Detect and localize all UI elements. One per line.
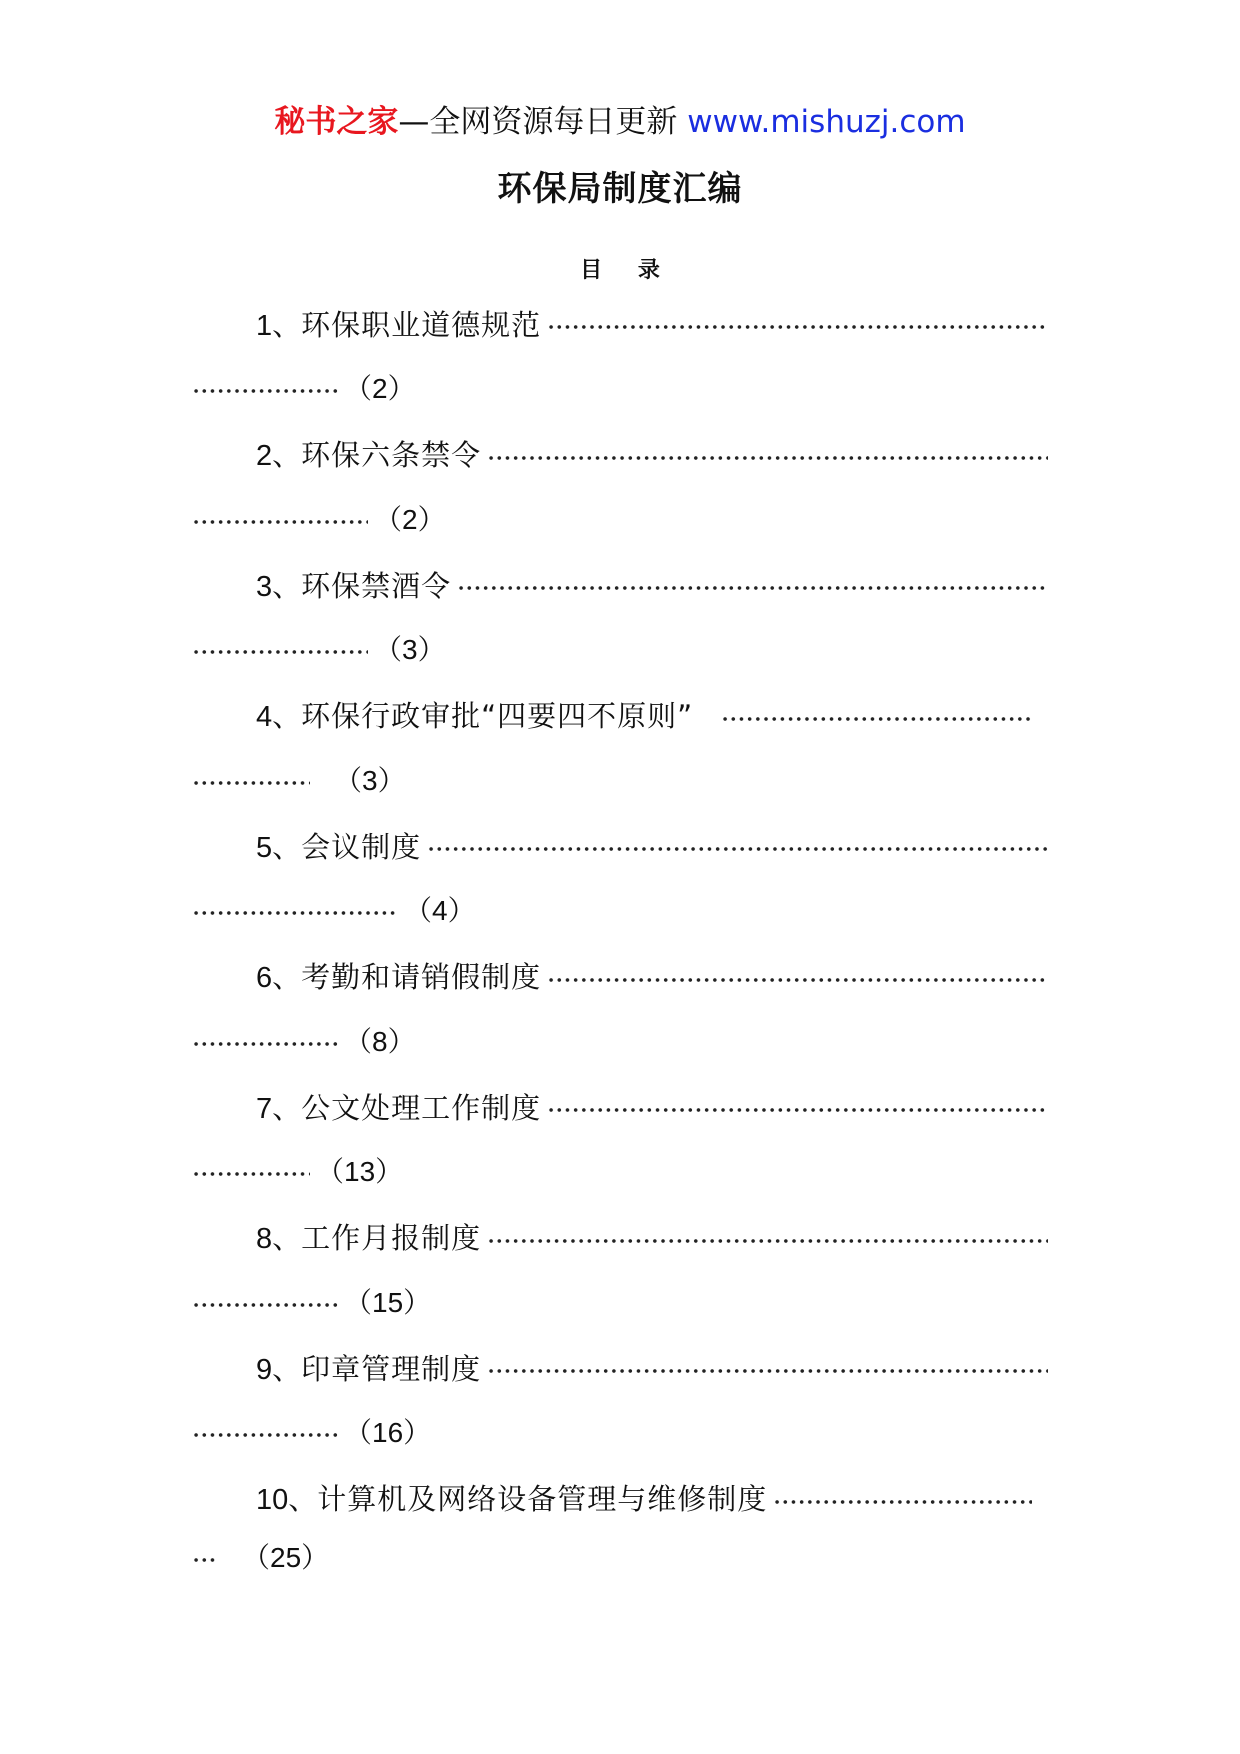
toc-entry-title-line: [256, 1342, 1048, 1392]
dot-leader: [457, 586, 1048, 590]
toc-entry-page: （3）: [374, 634, 446, 665]
toc-entry-page-line: [192, 1276, 431, 1326]
dot-leader: [547, 1108, 1048, 1112]
toc-entry-title-line: [256, 298, 1048, 348]
toc-entry-number: 4、: [256, 701, 302, 733]
toc-entry[interactable]: [192, 1212, 1048, 1343]
toc-entry[interactable]: [192, 1473, 1048, 1604]
toc-entry-page: （3）: [334, 764, 406, 796]
toc-entry-label: 环保禁酒令: [301, 568, 452, 603]
toc-entry-page-line: [192, 362, 416, 412]
toc-entry-label: 环保职业道德规范: [301, 307, 542, 342]
toc-entry-number: 6、: [256, 962, 302, 994]
dot-leader: [192, 1303, 338, 1307]
toc-entry-label: 印章管理制度: [301, 1351, 482, 1386]
dot-leader: [547, 325, 1048, 329]
toc-entry-title-line: [256, 559, 1048, 609]
toc-entry-number: 8、: [256, 1223, 302, 1255]
toc-entry-page: （2）: [344, 373, 416, 404]
toc-entry-number: 7、: [256, 1092, 302, 1125]
toc-entry[interactable]: [192, 951, 1048, 1082]
toc-entry-title-line: [256, 1473, 1032, 1523]
toc-entry-label: 计算机及网络设备管理与维修制度: [317, 1482, 768, 1516]
toc-entry[interactable]: [192, 690, 1048, 821]
header-slogan: —全网资源每日更新: [398, 104, 688, 140]
toc-entry-page: （4）: [404, 895, 476, 926]
toc-entry-page: （13）: [316, 1156, 404, 1187]
toc-entry-title-line: [256, 1081, 1048, 1131]
toc-entry[interactable]: [192, 1081, 1048, 1212]
dot-leader: [487, 456, 1048, 460]
table-of-contents: [192, 298, 1048, 1603]
toc-entry-title-line: [256, 951, 1048, 1001]
toc-entry-label: 环保六条禁令: [301, 438, 482, 472]
toc-entry-page-line: [192, 493, 446, 543]
toc-entry-title-line: [256, 690, 1032, 740]
toc-entry[interactable]: [192, 298, 1048, 429]
toc-entry-label: 工作月报制度: [301, 1221, 482, 1255]
document-title: 环保局制度汇编: [497, 169, 743, 209]
toc-entry-number: 2、: [256, 440, 302, 472]
toc-entry-title-line: [256, 820, 1048, 870]
toc-entry-page-line: [192, 1406, 431, 1456]
toc-entry-label: 会议制度: [301, 829, 422, 864]
toc-entry-page: （25）: [242, 1541, 330, 1573]
toc-entry-page: （15）: [344, 1286, 432, 1318]
toc-entry-page-line: [192, 623, 446, 673]
toc-entry-label: 环保行政审批“四要四不原则”: [301, 699, 694, 733]
dot-leader: [192, 520, 368, 524]
toc-entry[interactable]: [192, 559, 1048, 690]
dot-leader: [487, 1239, 1048, 1243]
dot-leader: [487, 1369, 1048, 1373]
toc-entry-number: 3、: [256, 570, 302, 603]
brand-name: 秘书之家: [274, 104, 399, 140]
toc-entry-page-line: [192, 754, 406, 804]
toc-entry-page-line: [192, 1015, 416, 1065]
toc-entry-number: 1、: [256, 309, 302, 342]
toc-entry-number: 5、: [256, 831, 302, 864]
dot-leader: [192, 1433, 338, 1437]
dot-leader: [192, 389, 338, 393]
toc-entry-page: （2）: [374, 503, 446, 535]
toc-entry-title-line: [256, 1212, 1048, 1262]
dot-leader: [192, 1042, 338, 1046]
toc-entry-number: 10、: [256, 1484, 318, 1516]
toc-entry-page: （16）: [344, 1417, 432, 1448]
toc-entry[interactable]: [192, 1342, 1048, 1473]
toc-entry-page: （8）: [344, 1025, 416, 1057]
toc-entry-label: 考勤和请销假制度: [301, 960, 542, 994]
dot-leader: [192, 911, 398, 915]
dot-leader: [773, 1500, 1032, 1504]
toc-entry-page-line: [192, 1145, 403, 1195]
site-url-link[interactable]: www.mishuzj.com: [687, 104, 966, 140]
dot-leader: [192, 1172, 310, 1176]
toc-heading: 目 录: [580, 258, 674, 283]
dot-leader: [192, 650, 368, 654]
toc-entry-page-line: [192, 1531, 329, 1581]
toc-entry-number: 9、: [256, 1353, 302, 1386]
dot-leader: [192, 1558, 218, 1562]
dot-leader: [427, 847, 1048, 851]
site-header: [0, 100, 1240, 144]
toc-entry[interactable]: [192, 429, 1048, 560]
dot-leader: [721, 717, 1032, 721]
toc-entry-page-line: [192, 884, 476, 934]
dot-leader: [192, 781, 310, 785]
toc-entry-title-line: [256, 429, 1048, 479]
toc-entry[interactable]: [192, 820, 1048, 951]
toc-entry-label: 公文处理工作制度: [301, 1090, 542, 1125]
dot-leader: [547, 978, 1048, 982]
